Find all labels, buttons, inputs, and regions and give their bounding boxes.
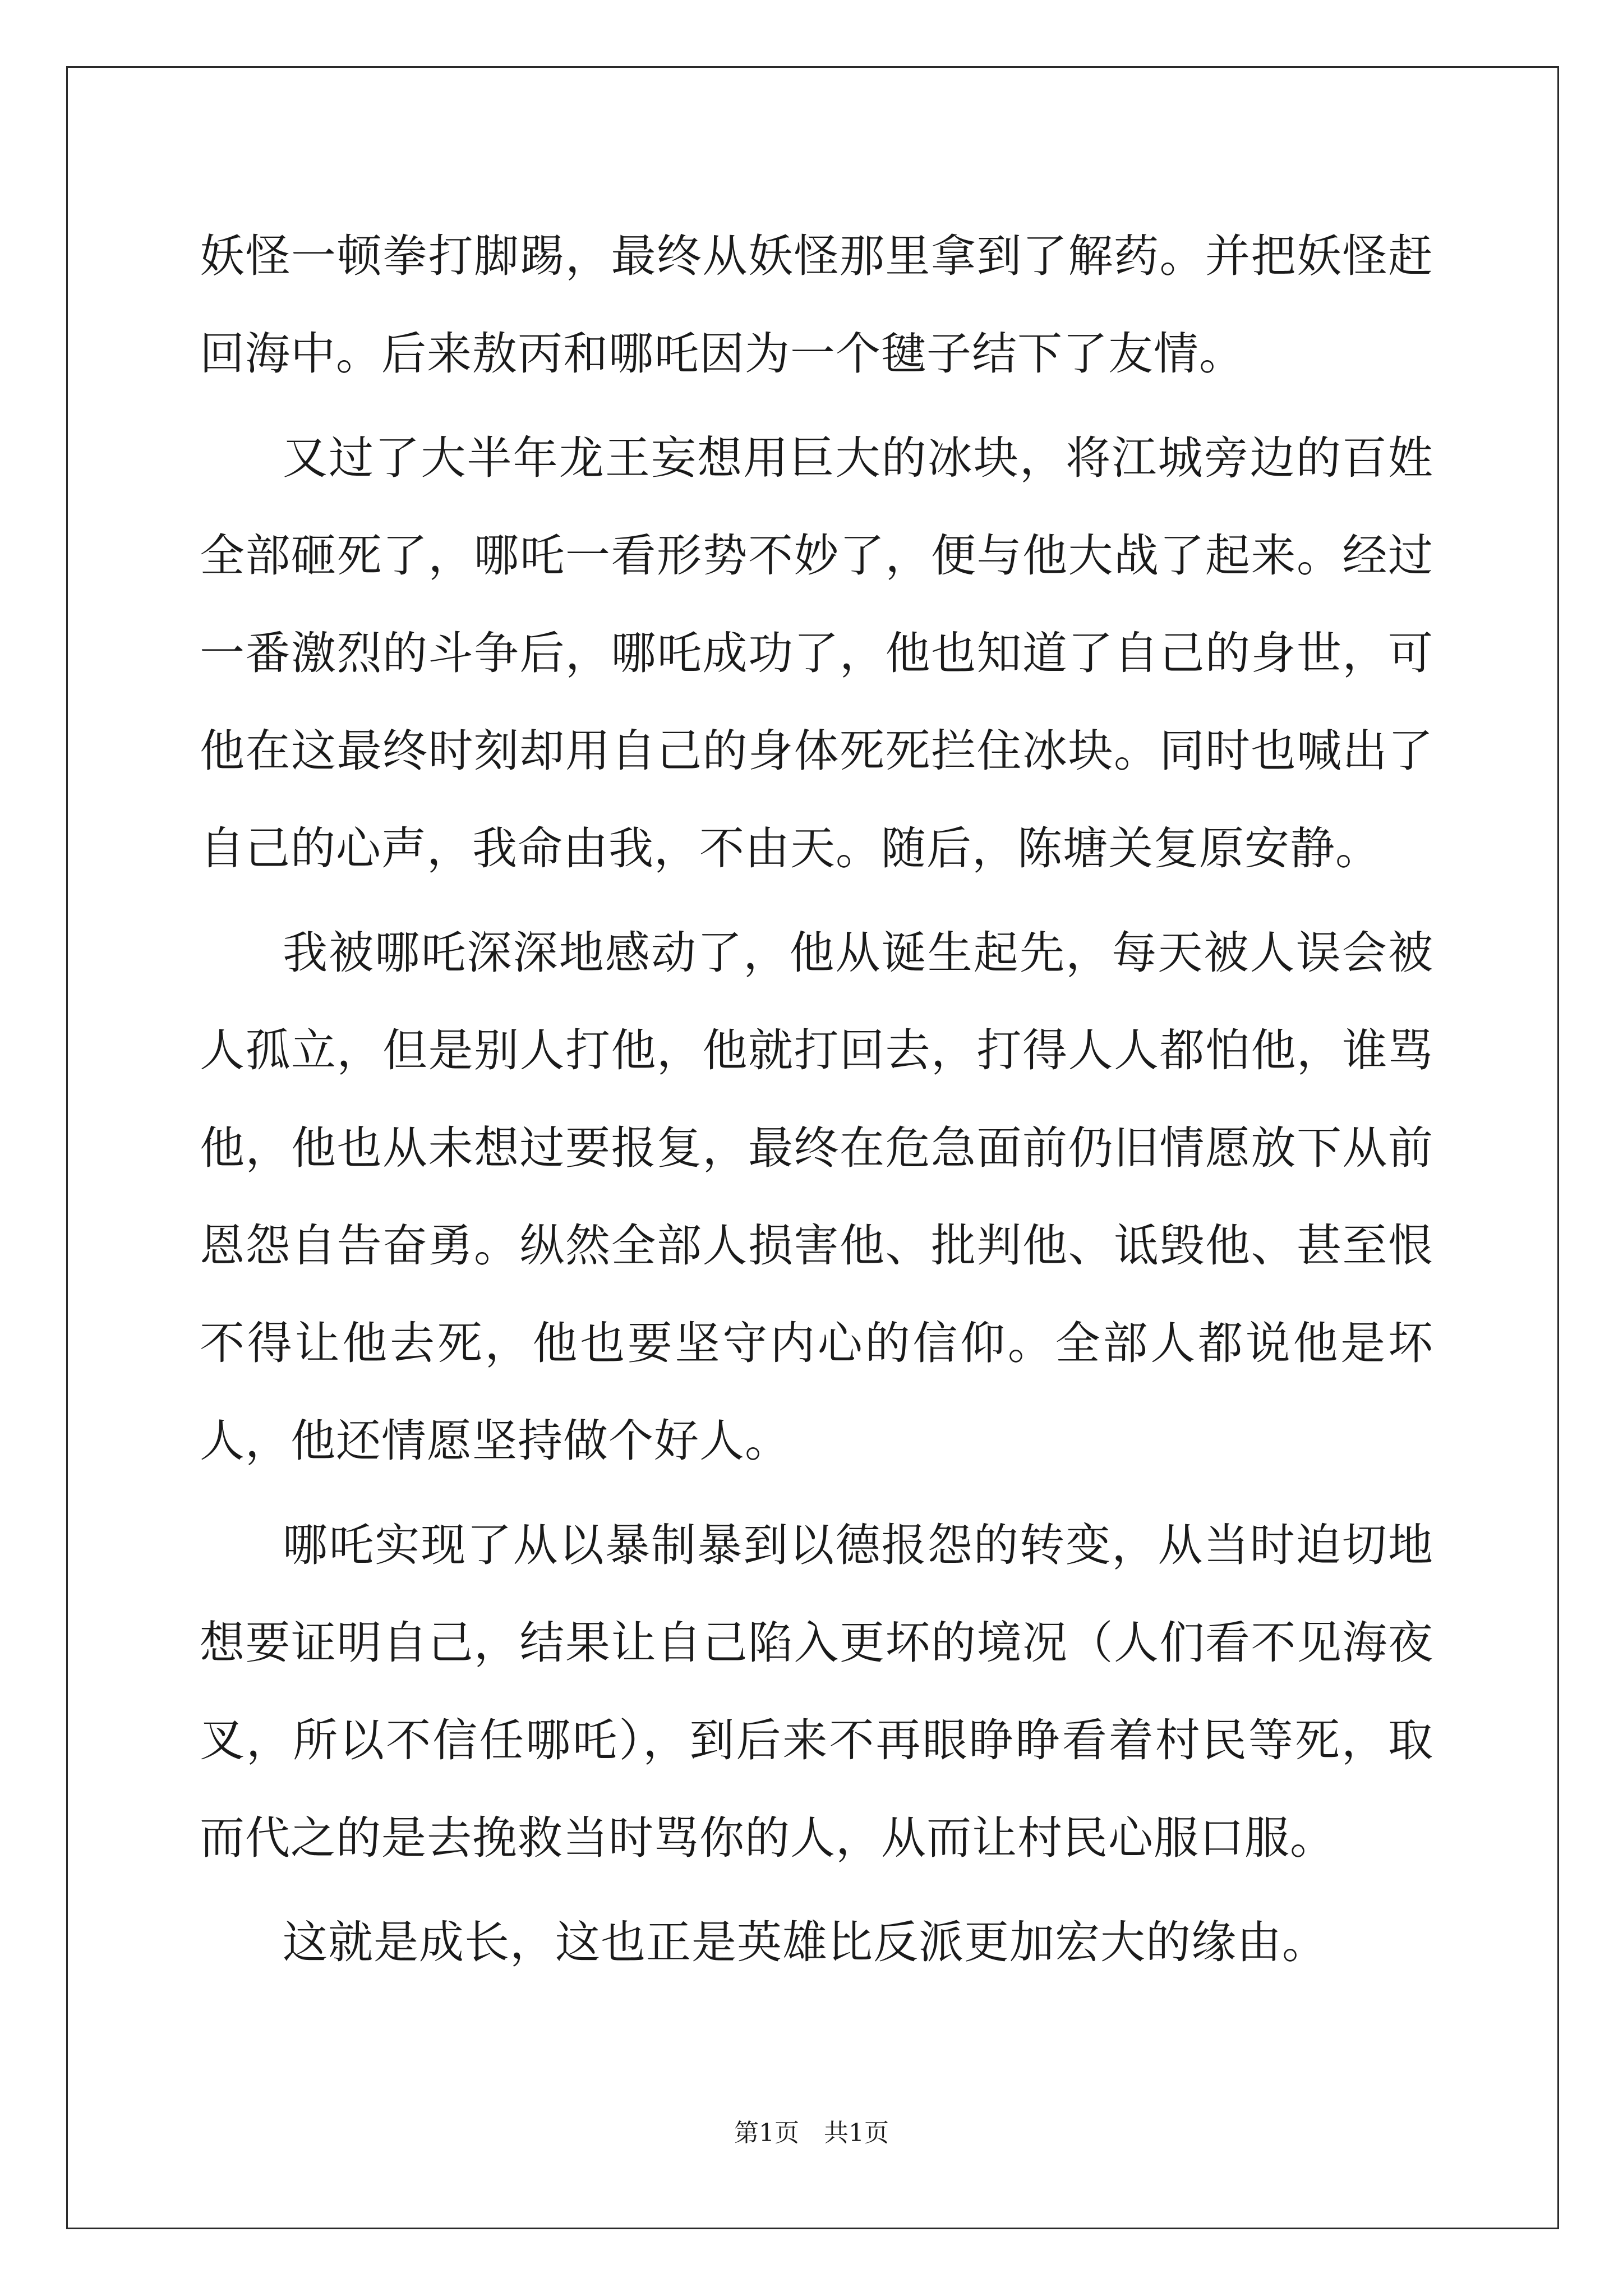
document-body — [200, 208, 1433, 1991]
page-number-footer: 第1页 共1页 — [734, 2119, 889, 2147]
paragraph: 哪吒实现了从以暴制暴到以德报怨的转变，从当时迫切地想要证明自己，结果让自己陷入更坏的境况（人们看不见海夜叉，所以不信任哪吒），到后来不再眼睁睁看着村民等死，取而代之的是去挽救当时骂你的人，从而让村民心服口服。 — [200, 1519, 1433, 1864]
paragraph: 这就是成长，这也正是英雄比反派更加宏大的缘由。 — [283, 1916, 1327, 1968]
paragraph: 又过了大半年龙王妄想用巨大的冰块，将江城旁边的百姓全部砸死了，哪吒一看形势不妙了，便与他大战了起来。经过一番激烈的斗争后，哪吒成功了，他也知道了自己的身世，可他在这最终时刻却用自己的身体死死拦住冰块。同时也喊出了自己的心声，我命由我，不由天。随后，陈塘关复原安静。 — [200, 432, 1433, 875]
paragraph: 妖怪一顿拳打脚踢，最终从妖怪那里拿到了解药。并把妖怪赶回海中。后来敖丙和哪吒因为一个毽子结下了友情。 — [200, 230, 1433, 380]
paragraph: 我被哪吒深深地感动了，他从诞生起先，每天被人误会被人孤立，但是别人打他，他就打回去，打得人人都怕他，谁骂他，他也从未想过要报复，最终在危急面前仍旧情愿放下从前恩怨自告奋勇。纵然全部人损害他、批判他、诋毁他、甚至恨不得让他去死，他也要坚守内心的信仰。全部人都说他是坏人，他还情愿坚持做个好人。 — [200, 927, 1433, 1467]
